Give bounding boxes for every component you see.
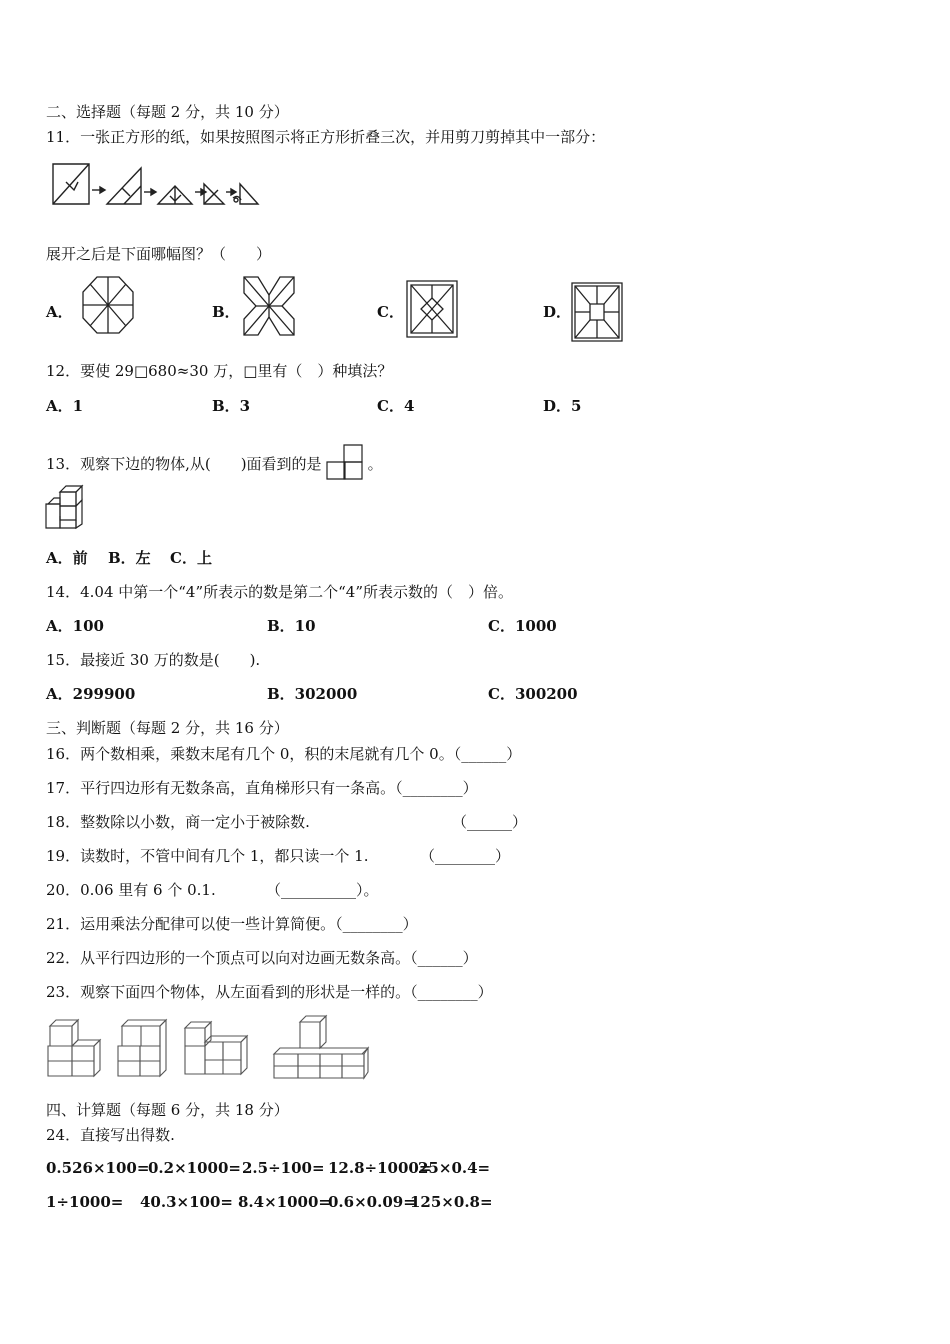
q15-option-a[interactable]: A．299900 [46, 685, 136, 703]
q13-option-c[interactable]: C．上 [170, 549, 212, 567]
judge-17[interactable]: 17．平行四边形有无数条高，直角梯形只有一条高。（________） [46, 779, 478, 797]
judge-23[interactable]: 23．观察下面四个物体，从左面看到的形状是一样的。（________） [46, 983, 493, 1001]
section-4-title: 四、计算题（每题 6 分，共 18 分） [46, 1101, 289, 1119]
q12-text: 12．要使 29□680≈30 万，□里有（ ）种填法？ [46, 362, 393, 380]
top-view-figure [326, 443, 364, 481]
folding-sequence-figure [50, 160, 262, 212]
object-4 [274, 1016, 368, 1078]
calc-r2-c3: 8.4×1000= [238, 1193, 331, 1211]
q11-option-c-label[interactable]: C． [377, 303, 404, 321]
q13-text: 13．观察下边的物体,从( )面看到的是 。 [46, 443, 383, 481]
cross-cut-square-figure [242, 275, 296, 337]
q24-text: 24．直接写出得数. [46, 1126, 175, 1144]
calc-r1-c3: 2.5÷100= [242, 1159, 325, 1177]
q13-option-a[interactable]: A．前 [46, 549, 88, 567]
object-1 [48, 1020, 100, 1076]
fold-step-triangle-1 [107, 168, 141, 204]
object-3 [185, 1022, 247, 1074]
judge-18-blank[interactable]: （______） [452, 813, 528, 831]
q11-followup: 展开之后是下面哪幅图？（ ） [46, 245, 272, 263]
calc-r1-c1: 0.526×100= [46, 1159, 150, 1177]
object-2 [118, 1020, 166, 1076]
octagon-figure [80, 274, 136, 336]
calc-r2-c4: 0.6×0.09= [328, 1193, 416, 1211]
q12-option-d[interactable]: D．5 [543, 397, 582, 415]
q11-option-a-label[interactable]: A． [46, 303, 73, 321]
q12-option-a[interactable]: A．1 [46, 397, 84, 415]
judge-21[interactable]: 21．运用乘法分配律可以使一些计算简便。（________） [46, 915, 418, 933]
calc-r2-c1: 1÷1000= [46, 1193, 124, 1211]
q12-option-b[interactable]: B．3 [212, 397, 251, 415]
section-3-title: 三、判断题（每题 2 分，共 16 分） [46, 719, 289, 737]
q14-option-a[interactable]: A．100 [46, 617, 104, 635]
calc-r1-c5: 25×0.4= [418, 1159, 491, 1177]
q15-text: 15．最接近 30 万的数是( ). [46, 651, 261, 669]
judge-22[interactable]: 22．从平行四边形的一个顶点可以向对边画无数条高。（______） [46, 949, 478, 967]
square-center-square-figure [570, 281, 624, 343]
four-objects-figure [44, 1014, 370, 1084]
q12-option-c[interactable]: C．4 [377, 397, 415, 415]
q15-option-c[interactable]: C．300200 [488, 685, 578, 703]
section-2-title: 二、选择题（每题 2 分，共 10 分） [46, 103, 289, 121]
q14-option-b[interactable]: B．10 [267, 617, 316, 635]
diamond-center-square-figure [405, 279, 459, 339]
calc-r2-c2: 40.3×100= [140, 1193, 233, 1211]
judge-20[interactable]: 20．0.06 里有 6 个 0.1. [46, 881, 216, 899]
q11-option-d-label[interactable]: D． [543, 303, 572, 321]
judge-16[interactable]: 16．两个数相乘，乘数末尾有几个 0，积的末尾就有几个 0。（______） [46, 745, 522, 763]
q15-option-b[interactable]: B．302000 [267, 685, 358, 703]
q11-option-b-label[interactable]: B． [212, 303, 240, 321]
calc-r1-c2: 0.2×1000= [148, 1159, 241, 1177]
judge-18[interactable]: 18．整数除以小数，商一定小于被除数. [46, 813, 310, 831]
q11-text: 11．一张正方形的纸，如果按照图示将正方形折叠三次，并用剪刀剪掉其中一部分： [46, 128, 606, 146]
cube-stack-figure [44, 484, 88, 532]
calc-r1-c4: 12.8÷1000= [328, 1159, 432, 1177]
judge-19[interactable]: 19．读数时，不管中间有几个 1，都只读一个 1. [46, 847, 369, 865]
judge-20-blank[interactable]: （__________）。 [266, 881, 379, 899]
calc-r2-c5: 125×0.8= [410, 1193, 493, 1211]
q14-option-c[interactable]: C．1000 [488, 617, 557, 635]
fold-step-triangle-4 [240, 184, 258, 204]
q13-option-b[interactable]: B．左 [108, 549, 151, 567]
q14-text: 14．4.04 中第一个“4”所表示的数是第二个“4”所表示数的（ ）倍。 [46, 583, 514, 601]
judge-19-blank[interactable]: （________） [420, 847, 511, 865]
